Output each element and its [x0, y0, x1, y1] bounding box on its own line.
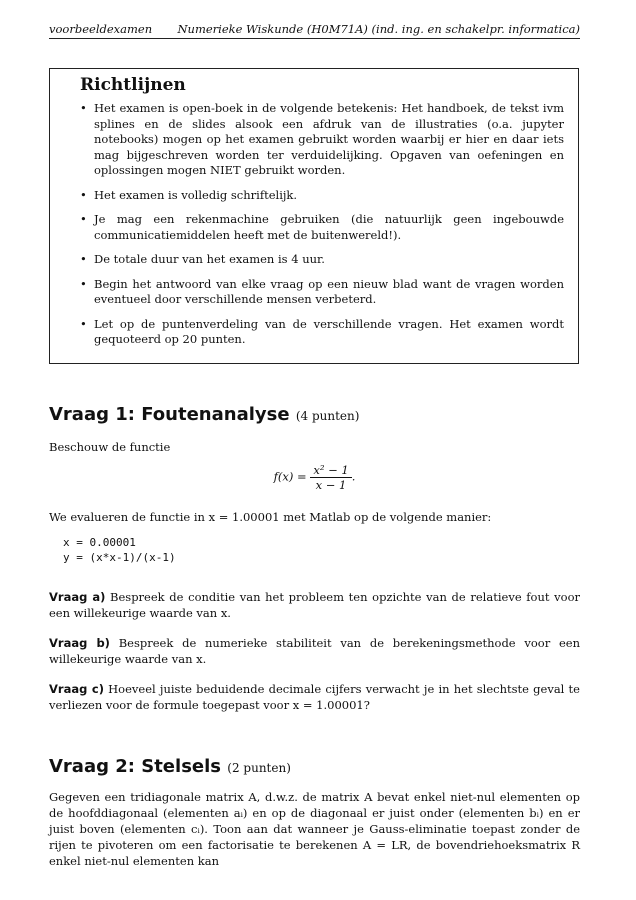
q2-title-text: Vraag 2: Stelsels — [49, 756, 221, 777]
q1b-label: Vraag b) — [49, 636, 110, 650]
q1c — [49, 681, 580, 713]
guideline-item: • Begin het antwoord van elke vraag op een nieuw blad want de vragen worden eventueel door verschillende mensen verbeterd. — [80, 277, 564, 308]
q2-text: Gegeven een tridiagonale matrix A, d.w.z. de matrix A bevat enkel niet-nul elementen op de hoofddiagonaal (elementen aᵢ) en op de diagonaal er juist onder (elementen bᵢ) en er juist boven (elementen cᵢ). Toon aan dat wanneer je Gauss-eliminatie toepast zonder de rijen te pivoteren om een factorisatie te berekenen A = LR, de bovendriehoeksmatrix R enkel niet-nul elementen kan — [49, 790, 580, 868]
question-1 — [49, 404, 580, 713]
q1-title-text: Vraag 1: Foutenanalyse — [49, 404, 290, 425]
q1b-text: Bespreek de numerieke stabiliteit van de berekeningsmethode voor een willekeurige waarde van x. — [49, 636, 581, 666]
page-header — [49, 22, 580, 39]
q1b — [49, 635, 580, 667]
q1a-label: Vraag a) — [49, 590, 106, 604]
guideline-item: • De totale duur van het examen is 4 uur. — [80, 252, 564, 268]
question-2 — [49, 756, 580, 869]
q1-intro: Beschouw de functie — [49, 440, 171, 454]
guidelines-list — [80, 101, 564, 348]
formula-lhs: f(x) = — [273, 469, 307, 484]
q1-title — [49, 404, 580, 425]
q2-title — [49, 756, 580, 777]
guideline-item: • Let op de puntenverdeling van de verschillende vragen. Het examen wordt gequoteerd op 20 punten. — [80, 317, 564, 348]
formula-fraction — [310, 463, 351, 492]
guidelines-box — [49, 68, 579, 364]
guidelines-title: Richtlijnen — [80, 75, 186, 95]
q1a-text: Bespreek de conditie van het probleem ten opzichte van de relatieve fout voor een willekeurige waarde van x. — [49, 590, 581, 620]
q1c-label: Vraag c) — [49, 682, 104, 696]
q1-formula — [49, 459, 580, 503]
guideline-item: • Je mag een rekenmachine gebruiken (die natuurlijk geen ingebouwde communicatiemiddelen heeft met de buitenwereld!). — [80, 212, 564, 243]
guideline-item: • Het examen is volledig schriftelijk. — [80, 188, 564, 204]
header-right: Numerieke Wiskunde (H0M71A) (ind. ing. en schakelpr. informatica) — [177, 22, 580, 36]
q1a — [49, 589, 580, 621]
formula-denominator: x − 1 — [315, 478, 347, 492]
guideline-item: • Het examen is open-boek in de volgende betekenis: Het handboek, de tekst ivm splines en de slides alsook een afdruk van de illustraties (o.a. jupyter notebooks) mogen op het examen gebruikt worden waarbij er hier en daar iets mag bijgeschreven worden ter verduidelijking. Opgaven van oefeningen en oplossingen mogen NIET gebruikt worden. — [80, 101, 564, 179]
formula-numerator: x² − 1 — [310, 463, 351, 478]
formula-end: . — [351, 469, 356, 484]
q1-code-block — [63, 535, 580, 565]
code-line: y = (x*x-1)/(x-1) — [63, 551, 176, 564]
q1-points: (4 punten) — [295, 409, 360, 423]
q1c-text: Hoeveel juiste beduidende decimale cijfers verwacht je in het slechtste geval te verliezen voor de formule toegepast voor x = 1.00001? — [49, 682, 580, 712]
q2-points: (2 punten) — [227, 761, 291, 775]
q1-eval-text: We evalueren de functie in x = 1.00001 met Matlab op de volgende manier: — [49, 510, 492, 524]
code-line: x = 0.00001 — [63, 536, 136, 549]
header-left: voorbeeldexamen — [49, 22, 153, 36]
